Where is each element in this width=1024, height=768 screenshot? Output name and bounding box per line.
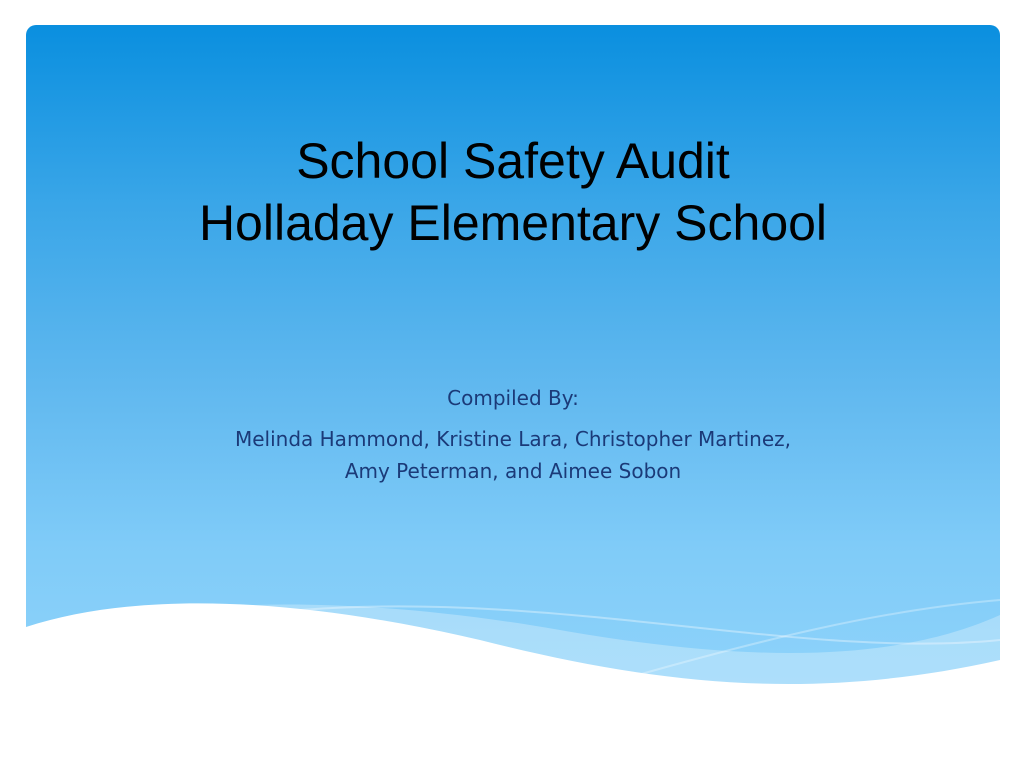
authors-line-1: Melinda Hammond, Kristine Lara, Christopher Martinez,	[234, 427, 792, 451]
title-line-2: Holladay Elementary School	[198, 195, 828, 251]
authors-line-2: Amy Peterman, and Aimee Sobon	[344, 459, 682, 483]
slide-title	[26, 130, 1000, 254]
title-line-1: School Safety Audit	[296, 133, 730, 189]
compiled-by-label: Compiled By:	[447, 386, 579, 410]
slide-subtitle	[26, 381, 1000, 487]
